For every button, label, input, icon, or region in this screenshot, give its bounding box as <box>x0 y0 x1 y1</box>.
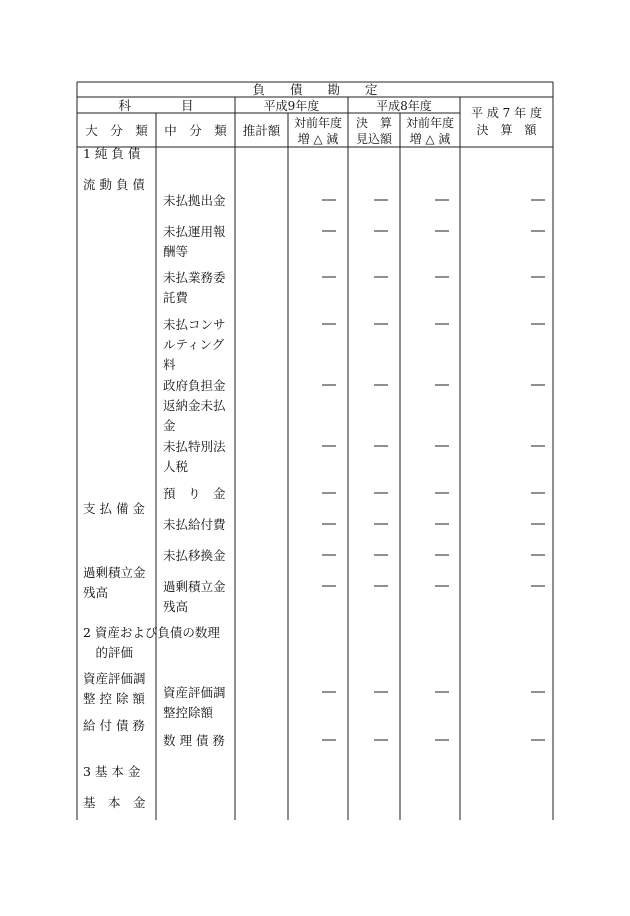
minor-category-column <box>163 193 226 748</box>
header-mikomi-h8: 見込額 <box>355 132 393 146</box>
header-chu-bunrui: 中 分 類 <box>164 123 227 138</box>
section-label: 3 基 本 金 <box>83 764 141 779</box>
section-label: 給 付 債 務 <box>83 718 145 733</box>
header-suikei: 推計額 <box>242 123 281 138</box>
item-label: 過剰積立金 <box>163 579 226 594</box>
item-label: 金 <box>163 418 176 433</box>
item-label: 資産評価調 <box>163 685 226 700</box>
item-label: 預 り 金 <box>163 486 226 501</box>
section-label: 的評価 <box>83 645 134 660</box>
section-label: 支 払 備 金 <box>83 501 145 516</box>
section-label: 1 純 負 債 <box>83 146 141 161</box>
item-label: 未払移換金 <box>163 548 226 563</box>
table-header <box>85 82 542 146</box>
section-label: 基 本 金 <box>83 795 146 810</box>
item-label: 未払運用報 <box>163 224 226 239</box>
item-label: 政府負担金 <box>163 378 226 393</box>
item-label: 未払給付費 <box>163 517 226 532</box>
table-grid <box>77 82 553 820</box>
section-label: 整 控 除 額 <box>83 691 145 706</box>
item-label: 料 <box>163 357 176 372</box>
item-label: 未払拠出金 <box>163 193 226 208</box>
item-label: ルティング <box>163 337 225 352</box>
item-label: 数 理 債 務 <box>163 733 225 748</box>
item-label: 未払コンサ <box>163 317 226 332</box>
section-label: 資産評価調 <box>83 671 146 686</box>
amount-columns <box>322 200 545 740</box>
item-label: 人税 <box>163 459 189 474</box>
header-kessan-h8: 決 算 <box>355 116 393 130</box>
header-dai-bunrui: 大 分 類 <box>85 123 148 138</box>
item-label: 返納金未払 <box>163 398 226 413</box>
section-label: 過剰積立金 <box>83 565 146 580</box>
item-label: 未払業務委 <box>163 270 226 285</box>
item-label: 託費 <box>163 290 189 305</box>
section-label: 残高 <box>83 585 109 600</box>
item-label: 酬等 <box>163 244 189 259</box>
header-zougen-h8: 増 △ 減 <box>409 132 451 146</box>
header-h7-kessan: 決 算 額 <box>476 123 537 137</box>
header-zougen-h9: 増 △ 減 <box>297 132 339 146</box>
table-title: 負 債 勘 定 <box>252 82 378 97</box>
section-label: 流 動 負 債 <box>83 177 145 192</box>
section-label: 2 資産および負債の数理 <box>83 625 220 640</box>
header-h7: 平 成 7 年 度 <box>471 106 542 120</box>
header-taizen-h8: 対前年度 <box>405 116 455 130</box>
item-label: 残高 <box>163 599 189 614</box>
item-label: 未払特別法 <box>163 439 226 454</box>
header-taizen-h9: 対前年度 <box>293 116 343 130</box>
item-label: 整控除額 <box>163 705 214 720</box>
header-kamoku: 科 目 <box>118 98 194 113</box>
header-h8: 平成8年度 <box>376 99 432 113</box>
header-h9: 平成9年度 <box>263 99 320 113</box>
